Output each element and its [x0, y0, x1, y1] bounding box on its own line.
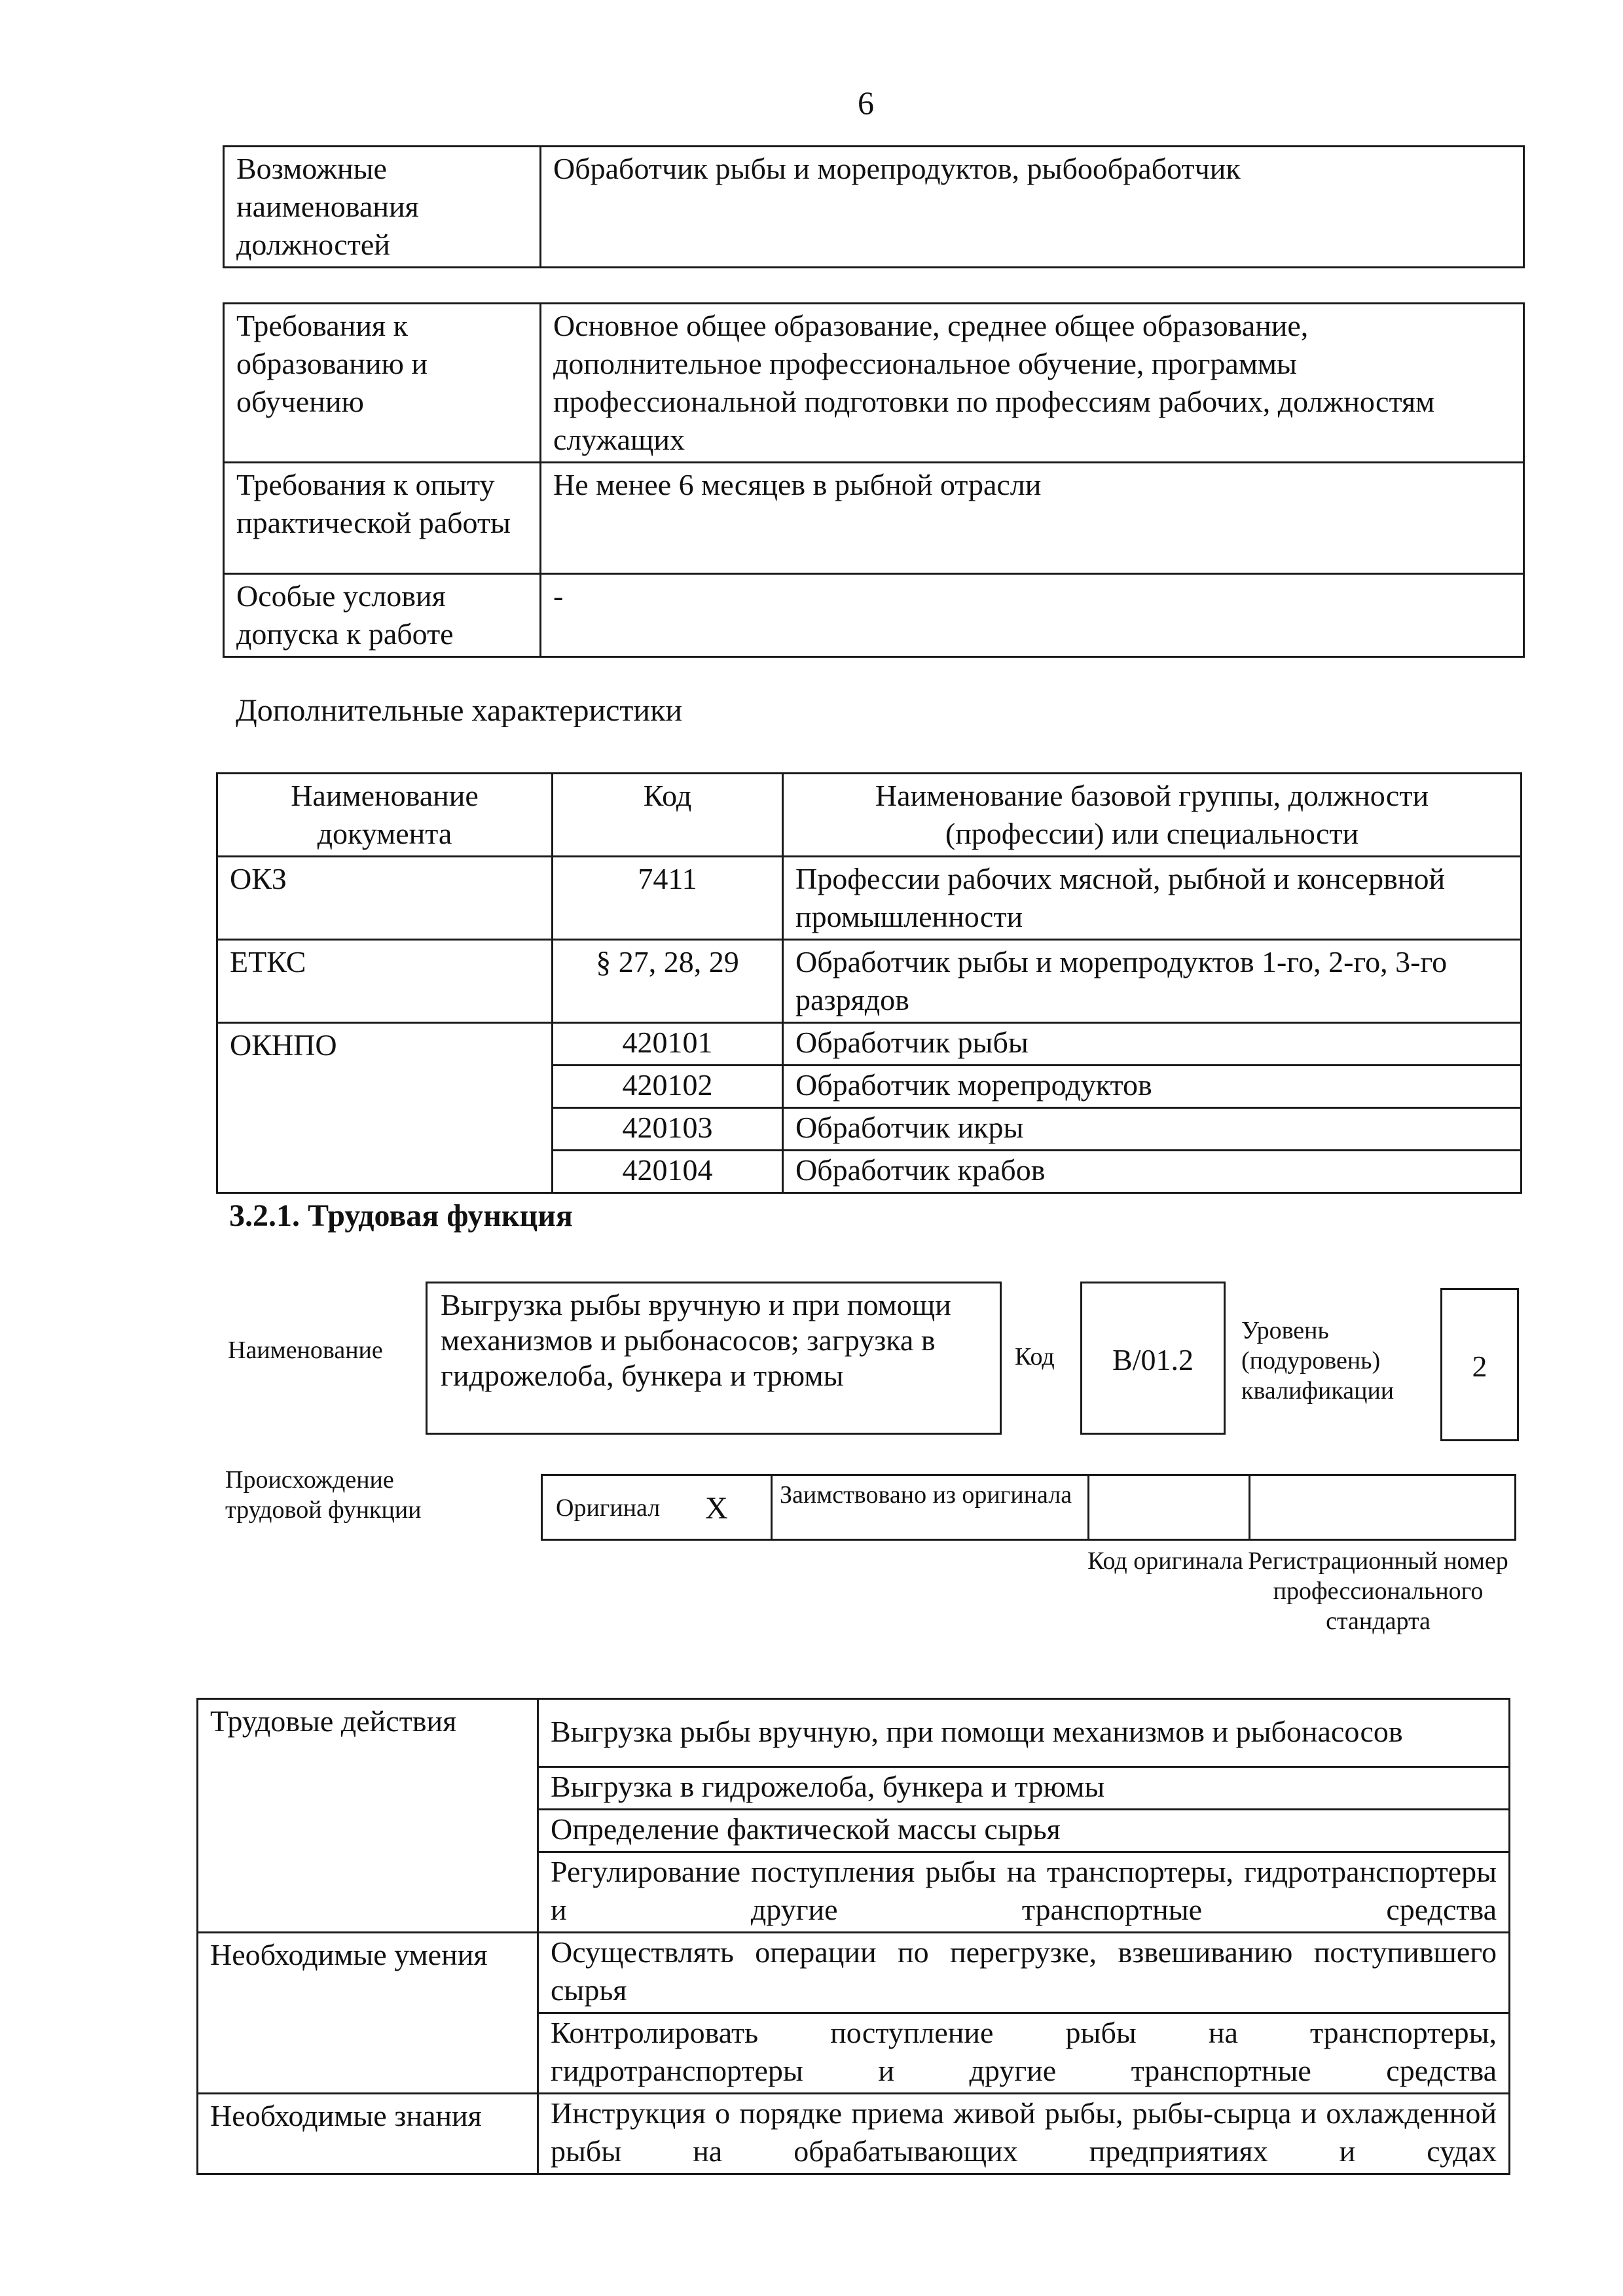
origin-label: Происхождение трудовой функции	[225, 1466, 422, 1524]
oknpo-doc: ОКНПО	[217, 1023, 553, 1193]
skill-item: Осуществлять операции по перегрузке, взвешиванию поступившего сырья	[538, 1933, 1510, 2013]
oknpo-code: 420103	[553, 1108, 783, 1151]
page-number: 6	[858, 84, 874, 121]
actions-label: Трудовые действия	[198, 1699, 538, 1933]
origin-code-caption: Код оригинала	[1087, 1547, 1243, 1575]
header-group-name: Наименование базовой группы, должности (профессии) или специальности	[783, 774, 1522, 857]
oknpo-name: Обработчик крабов	[783, 1151, 1522, 1193]
function-title: 3.2.1. Трудовая функция	[229, 1198, 573, 1233]
oknpo-code: 420101	[553, 1023, 783, 1066]
action-item: Выгрузка рыбы вручную, при помощи механизмов и рыбонасосов	[538, 1699, 1510, 1767]
origin-original-label: Оригинал	[556, 1494, 661, 1522]
education-label: Требования к образованию и обучению	[224, 304, 541, 463]
position-value: Обработчик рыбы и морепродуктов, рыбообработчик	[541, 147, 1524, 268]
experience-value: Не менее 6 месяцев в рыбной отрасли	[541, 463, 1524, 574]
okz-code: 7411	[553, 857, 783, 940]
action-item: Определение фактической массы сырья	[538, 1810, 1510, 1852]
skills-label: Необходимые умения	[198, 1933, 538, 2094]
okz-doc: ОКЗ	[217, 857, 553, 940]
origin-original-cell	[543, 1476, 773, 1539]
origin-divider	[1087, 1476, 1089, 1539]
origin-divider	[1249, 1476, 1250, 1539]
education-value: Основное общее образование, среднее общее образование, дополнительное профессиональное обучение, программы профессиональной подготовки по профессиям рабочих, должностям служащих	[541, 304, 1524, 463]
oknpo-name: Обработчик морепродуктов	[783, 1066, 1522, 1108]
function-code-label: Код	[1015, 1343, 1055, 1371]
experience-label: Требования к опыту практической работы	[224, 463, 541, 574]
origin-borrowed-label: Заимствовано из оригинала	[780, 1481, 1072, 1509]
labor-table	[196, 1698, 1510, 2175]
origin-original-mark: X	[705, 1491, 728, 1526]
oknpo-name: Обработчик икры	[783, 1108, 1522, 1151]
special-conditions-label: Особые условия допуска к работе	[224, 574, 541, 657]
header-code: Код	[553, 774, 783, 857]
origin-table	[541, 1474, 1516, 1541]
requirements-table	[223, 302, 1525, 658]
oknpo-code: 420104	[553, 1151, 783, 1193]
action-item: Выгрузка в гидрожелоба, бункера и трюмы	[538, 1767, 1510, 1810]
knowledge-item: Инструкция о порядке приема живой рыбы, рыбы-сырца и охлажденной рыбы на обрабатывающих предприятиях и судах	[538, 2094, 1510, 2174]
function-level-label: Уровень (подуровень) квалификации	[1241, 1317, 1395, 1405]
additional-title: Дополнительные характеристики	[236, 693, 683, 728]
action-item: Регулирование поступления рыбы на транспортеры, гидротранспортеры и другие транспортные средства	[538, 1852, 1510, 1933]
additional-table	[216, 772, 1522, 1194]
etks-name: Обработчик рыбы и морепродуктов 1-го, 2-го, 3-го разрядов	[783, 940, 1522, 1023]
function-name-label: Наименование	[228, 1336, 383, 1364]
function-level-value: 2	[1440, 1288, 1519, 1441]
special-conditions-value: -	[541, 574, 1524, 657]
etks-doc: ЕТКС	[217, 940, 553, 1023]
header-document: Наименование документа	[217, 774, 553, 857]
position-table	[223, 145, 1525, 268]
function-name-value: Выгрузка рыбы вручную и при помощи механизмов и рыбонасосов; загрузка в гидрожелоба, бункера и трюмы	[426, 1282, 1002, 1435]
oknpo-name: Обработчик рыбы	[783, 1023, 1522, 1066]
skill-item: Контролировать поступление рыбы на транспортеры, гидротранспортеры и другие транспортные средства	[538, 2013, 1510, 2094]
origin-reg-caption: Регистрационный номер профессионального стандарта	[1248, 1547, 1508, 1635]
function-code-value: B/01.2	[1080, 1282, 1226, 1435]
etks-code: § 27, 28, 29	[553, 940, 783, 1023]
okz-name: Профессии рабочих мясной, рыбной и консервной промышленности	[783, 857, 1522, 940]
knowledge-label: Необходимые знания	[198, 2094, 538, 2174]
oknpo-code: 420102	[553, 1066, 783, 1108]
position-label: Возможные наименования должностей	[224, 147, 541, 268]
